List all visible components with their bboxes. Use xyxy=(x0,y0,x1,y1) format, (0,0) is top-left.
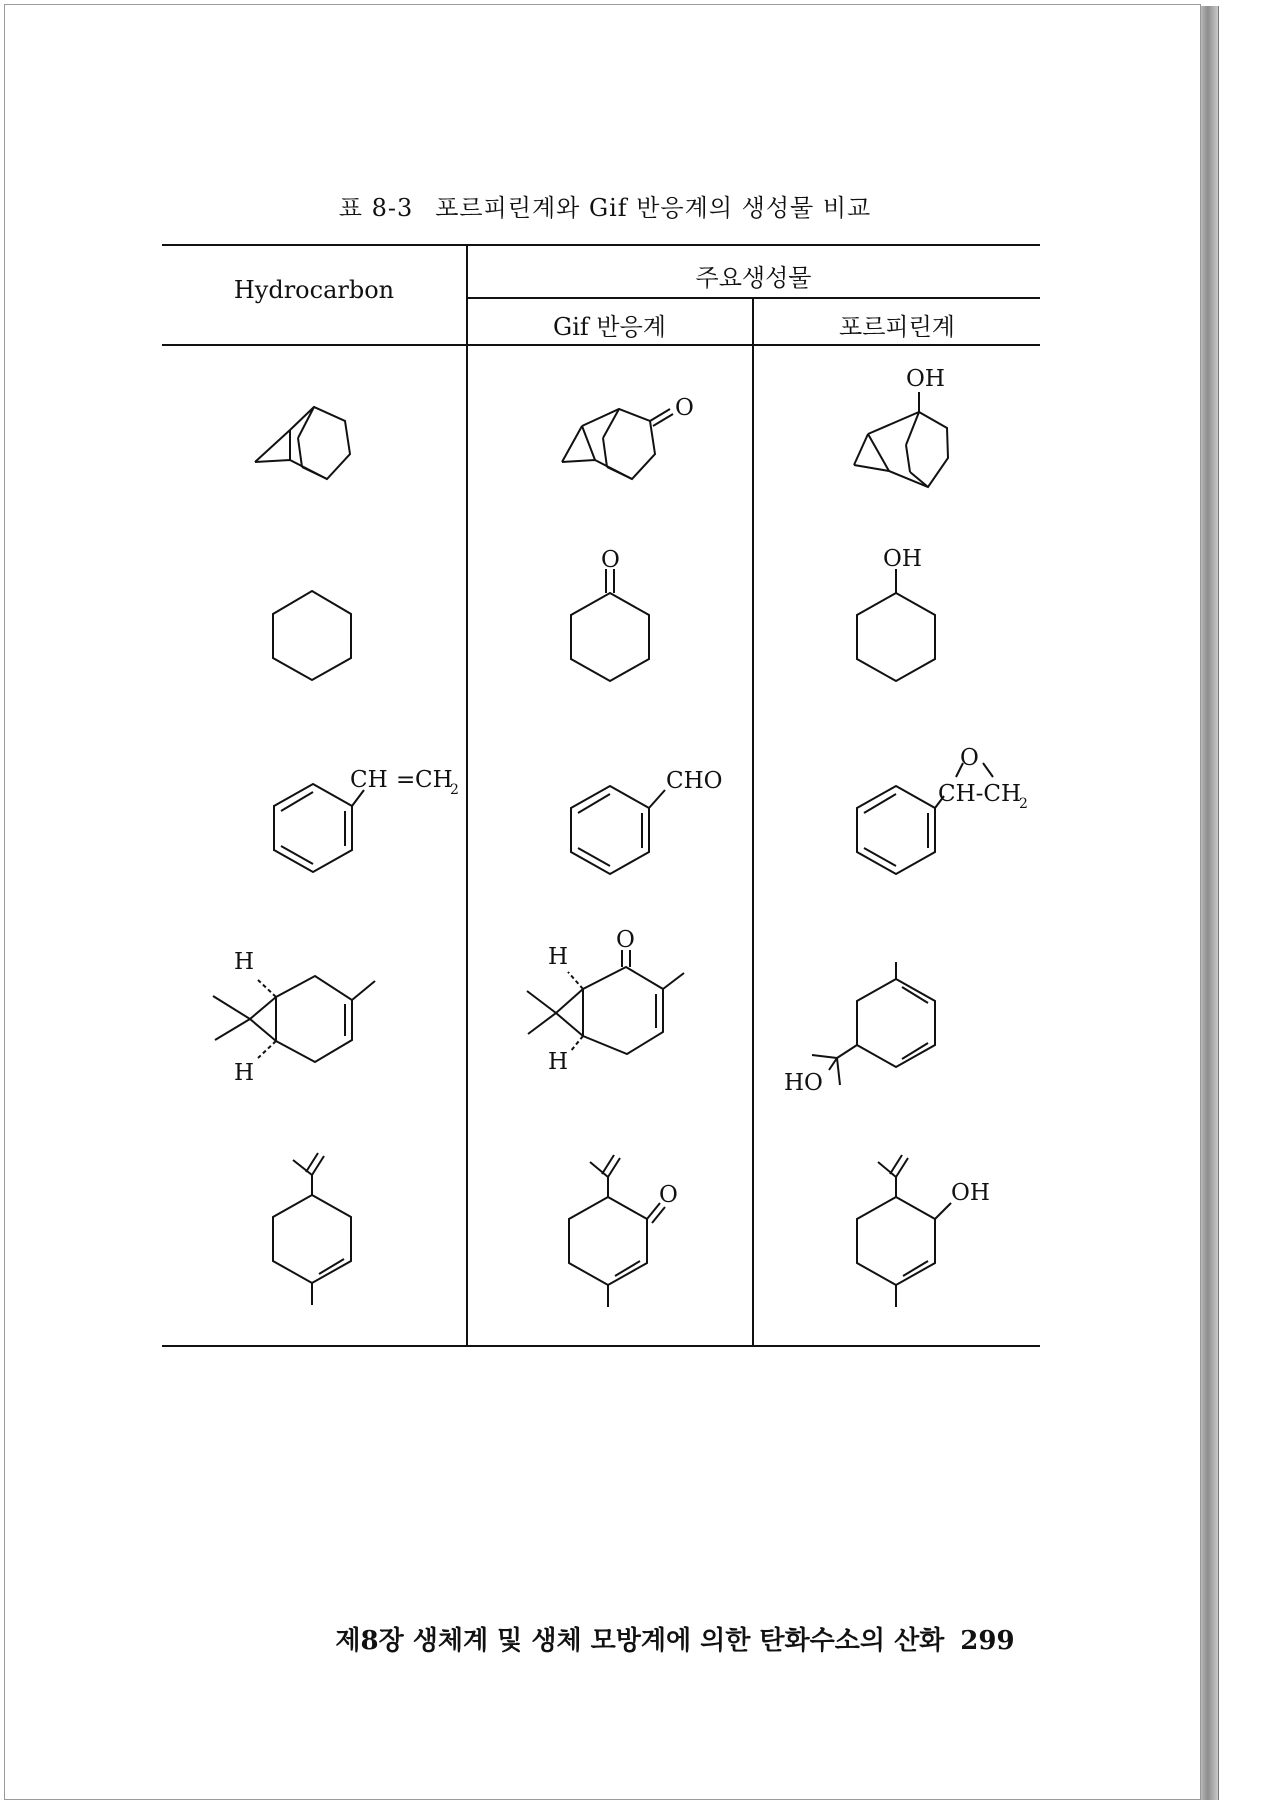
header-hydrocarbon: Hydrocarbon xyxy=(233,276,395,304)
cyclohexanone-structure xyxy=(571,569,649,681)
carenone-hydrogen-bottom: H xyxy=(548,1049,569,1075)
styrene-vinyl-ch2: CH xyxy=(415,767,453,793)
adamantanol-structure xyxy=(854,392,948,487)
carvone-oxygen: O xyxy=(659,1182,678,1208)
benzaldehyde-structure xyxy=(571,786,665,874)
page-footer xyxy=(0,1620,1287,1657)
adamantanone-oxygen: O xyxy=(675,395,694,421)
terpene-alcohol-structure xyxy=(812,962,935,1085)
carveol-hydroxyl: OH xyxy=(951,1180,990,1206)
cyclohexane-ring xyxy=(273,591,351,680)
carene-hydrogen-top: H xyxy=(234,949,255,975)
adamantanone-structure xyxy=(562,409,673,479)
carveol-structure xyxy=(857,1155,951,1307)
limonene-structure xyxy=(273,1153,351,1305)
carene-structure xyxy=(213,976,375,1062)
cyclohexanol-hydroxyl: OH xyxy=(883,546,922,572)
cyclohexanol-structure xyxy=(857,569,935,681)
header-main-products: 주요생성물 xyxy=(695,264,812,292)
epoxide-subscript: 2 xyxy=(1019,796,1028,812)
styrene-subscript: 2 xyxy=(450,782,459,798)
carvone-structure xyxy=(569,1155,665,1307)
cyclohexanone-oxygen: O xyxy=(601,547,620,573)
carenone-hydrogen-top: H xyxy=(548,944,569,970)
page-number: 299 xyxy=(960,1626,1015,1656)
epoxide-ch-ch2: CH-CH xyxy=(938,781,1022,807)
styrene-double-bond: = xyxy=(396,767,416,793)
terpene-alcohol-hydroxyl: HO xyxy=(784,1070,823,1096)
carene-hydrogen-bottom: H xyxy=(234,1060,255,1086)
header-gif-system: Gif 반응계 xyxy=(553,313,666,341)
styrene-structure xyxy=(274,784,364,872)
adamantane-structure xyxy=(255,407,350,479)
table-number: 표 8-3 xyxy=(338,194,414,222)
header-porphyrin-system: 포르피린계 xyxy=(839,313,955,341)
styrene-vinyl-ch: CH xyxy=(350,767,388,793)
epoxide-oxygen: O xyxy=(960,745,979,771)
benzaldehyde-cho: CHO xyxy=(666,768,723,794)
styrene-oxide-structure xyxy=(857,763,993,874)
table-title: 포르피린계와 Gif 반응계의 생성물 비교 xyxy=(435,194,872,222)
carenone-oxygen: O xyxy=(616,927,635,953)
adamantanol-hydroxyl: OH xyxy=(906,366,945,392)
footer-chapter-title: 제8장 생체계 및 생체 모방계에 의한 탄화수소의 산화 xyxy=(335,1626,945,1656)
